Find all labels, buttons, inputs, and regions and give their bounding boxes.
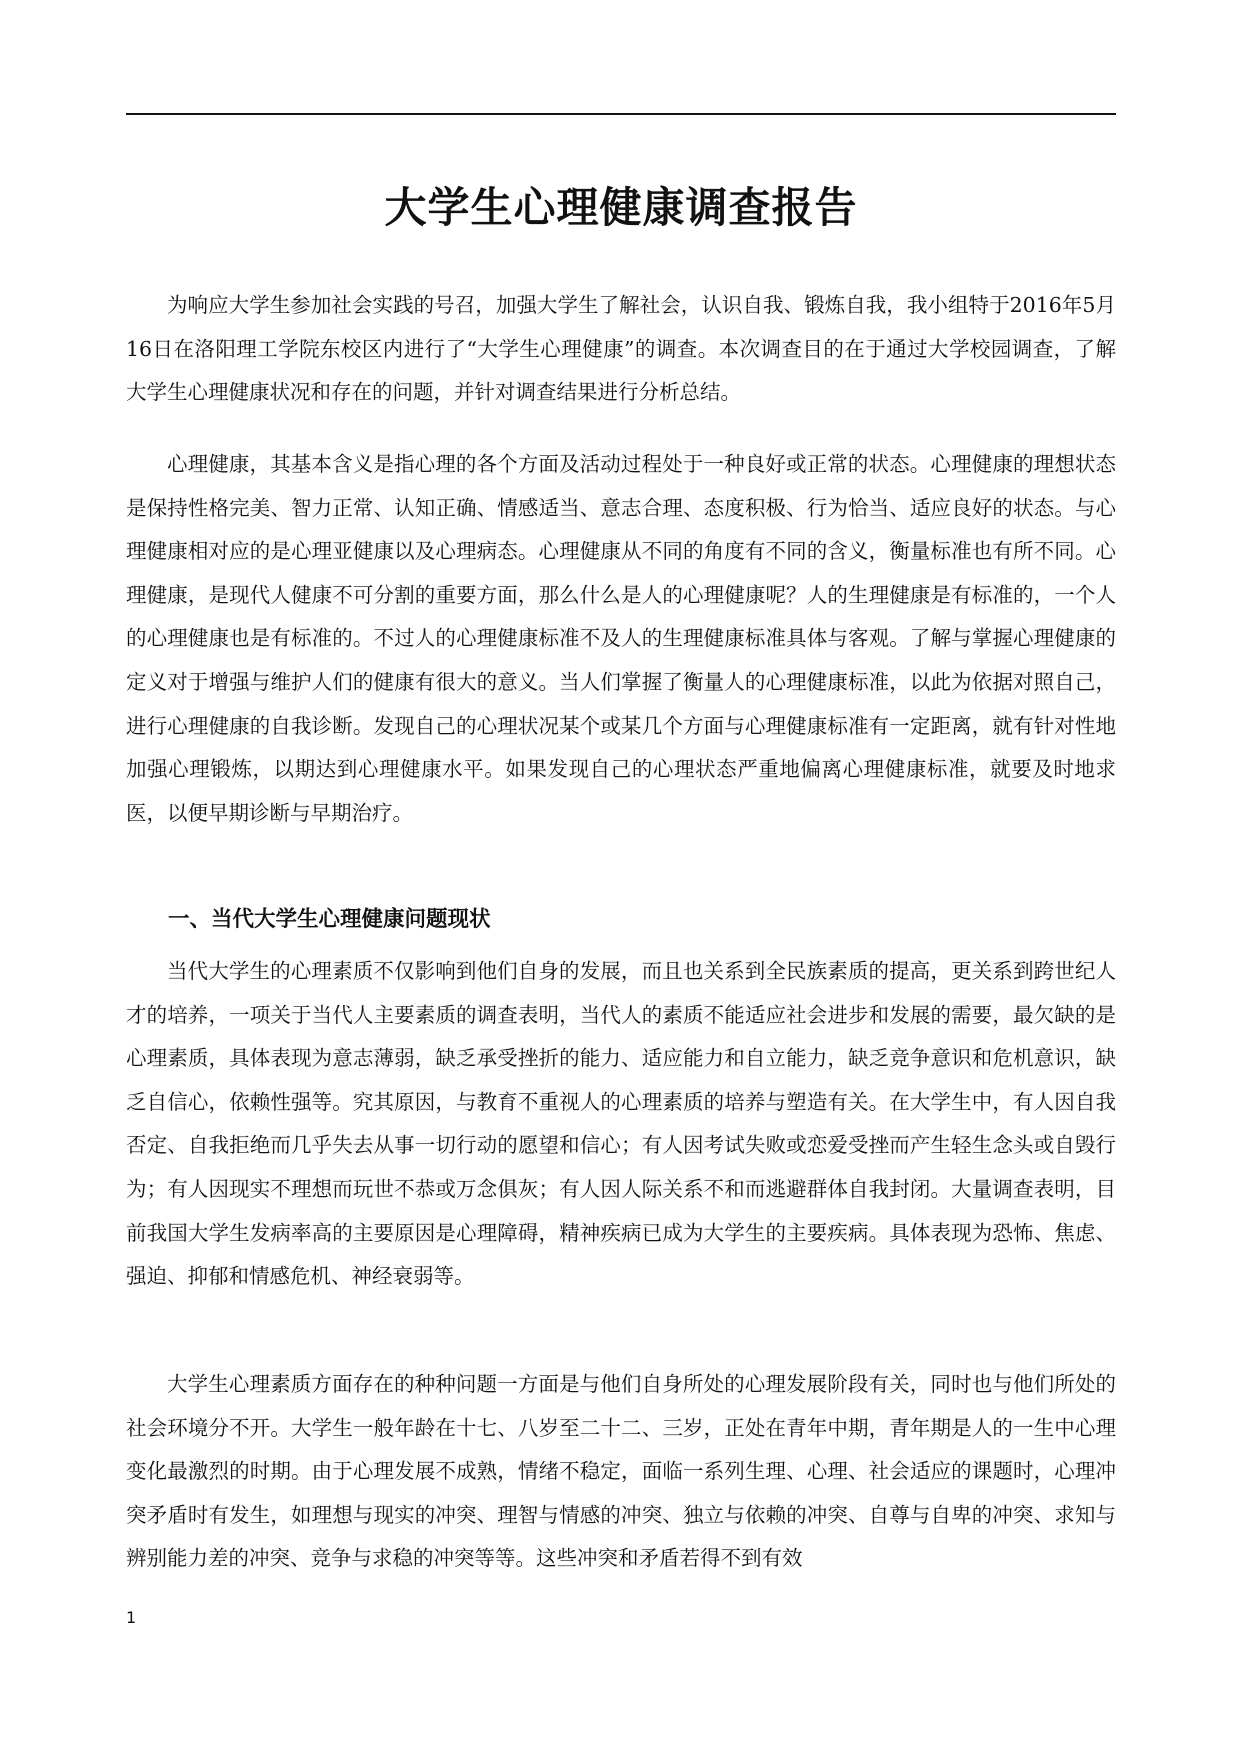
intro-paragraph: 为响应大学生参加社会实践的号召，加强大学生了解社会，认识自我、锻炼自我，我小组特于2016年5月16日在洛阳理工学院东校区内进行了“大学生心理健康”的调查。本次调查目的在于通过大学校园调查，了解大学生心理健康状况和存在的问题，并针对调查结果进行分析总结。 — [126, 293, 1116, 405]
section-heading-current-status: 一、当代大学生心理健康问题现状 — [168, 907, 491, 932]
header-rule — [126, 113, 1116, 115]
status-paragraph: 当代大学生的心理素质不仅影响到他们自身的发展，而且也关系到全民族素质的提高，更关系到跨世纪人才的培养，一项关于当代人主要素质的调查表明，当代人的素质不能适应社会进步和发展的需要，最欠缺的是心理素质，具体表现为意志薄弱，缺乏承受挫折的能力、适应能力和自立能力，缺乏竞争意识和危机意识，缺乏自信心，依赖性强等。究其原因，与教育不重视人的心理素质的培养与塑造有关。在大学生中，有人因自我否定、自我拒绝而几乎失去从事一切行动的愿望和信心；有人因考试失败或恋爱受挫而产生轻生念头或自毁行为；有人因现实不理想而玩世不恭或万念俱灰；有人因人际关系不和而逃避群体自我封闭。大量调查表明，目前我国大学生发病率高的主要原因是心理障碍，精神疾病已成为大学生的主要疾病。具体表现为恐怖、焦虑、强迫、抑郁和情感危机、神经衰弱等。 — [126, 959, 1116, 1289]
document-title: 大学生心理健康调查报告 — [384, 183, 858, 232]
causes-paragraph: 大学生心理素质方面存在的种种问题一方面是与他们自身所处的心理发展阶段有关，同时也与他们所处的社会环境分不开。大学生一般年龄在十七、八岁至二十二、三岁，正处在青年中期，青年期是人的一生中心理变化最激烈的时期。由于心理发展不成熟，情绪不稳定，面临一系列生理、心理、社会适应的课题时，心理冲突矛盾时有发生，如理想与现实的冲突、理智与情感的冲突、独立与依赖的冲突、自尊与自卑的冲突、求知与辨别能力差的冲突、竞争与求稳的冲突等等。这些冲突和矛盾若得不到有效 — [126, 1372, 1116, 1571]
page-number: 1 — [126, 1608, 137, 1627]
definition-paragraph: 心理健康，其基本含义是指心理的各个方面及活动过程处于一种良好或正常的状态。心理健康的理想状态是保持性格完美、智力正常、认知正确、情感适当、意志合理、态度积极、行为恰当、适应良好的状态。与心理健康相对应的是心理亚健康以及心理病态。心理健康从不同的角度有不同的含义，衡量标准也有所不同。心理健康，是现代人健康不可分割的重要方面，那么什么是人的心理健康呢？人的生理健康是有标准的，一个人的心理健康也是有标准的。不过人的心理健康标准不及人的生理健康标准具体与客观。了解与掌握心理健康的定义对于增强与维护人们的健康有很大的意义。当人们掌握了衡量人的心理健康标准，以此为依据对照自己，进行心理健康的自我诊断。发现自己的心理状况某个或某几个方面与心理健康标准有一定距离，就有针对性地加强心理锻炼，以期达到心理健康水平。如果发现自己的心理状态严重地偏离心理健康标准，就要及时地求医，以便早期诊断与早期治疗。 — [126, 452, 1116, 825]
